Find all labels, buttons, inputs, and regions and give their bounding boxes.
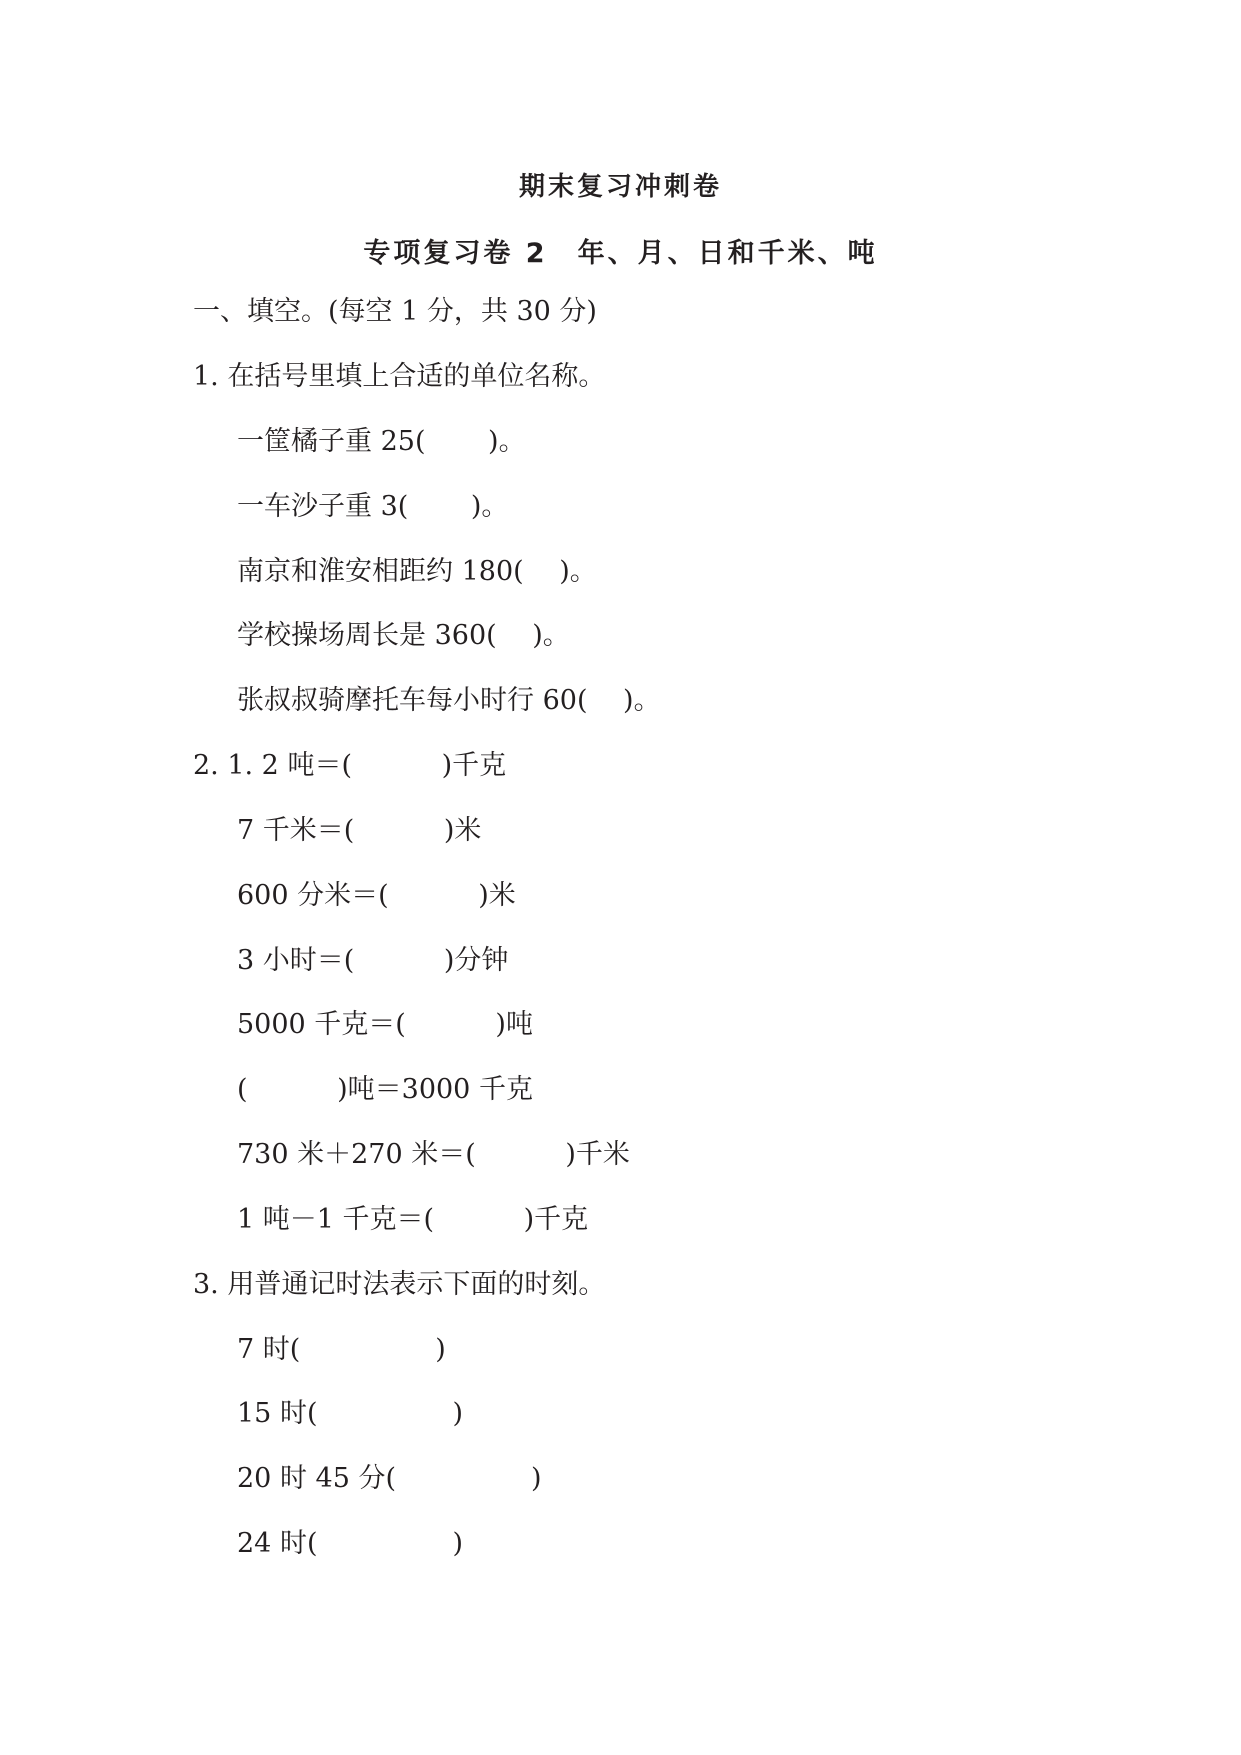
page-title: 期末复习冲刺卷 (518, 172, 722, 202)
question-1-prompt: 1. 在括号里填上合适的单位名称。 (193, 361, 606, 392)
q2-item: 600 分米＝( )米 (237, 880, 516, 911)
q1-item: 南京和淮安相距约 180( )。 (237, 556, 597, 587)
q1-item: 一筐橘子重 25( )。 (237, 426, 526, 457)
q2-item: 3 小时＝( )分钟 (237, 945, 509, 976)
q2-item: 5000 千克＝( )吨 (237, 1009, 533, 1040)
q1-item: 学校操场周长是 360( )。 (237, 620, 570, 651)
q3-item: 15 时( ) (237, 1398, 464, 1429)
page-subtitle: 专项复习卷 2 年、月、日和千米、吨 (363, 238, 878, 269)
q2-item: 730 米＋270 米＝( )千米 (237, 1139, 630, 1170)
q1-item: 一车沙子重 3( )。 (237, 491, 509, 522)
section-heading: 一、填空。(每空 1 分，共 30 分) (193, 296, 597, 327)
question-3-prompt: 3. 用普通记时法表示下面的时刻。 (193, 1269, 606, 1300)
q1-item: 张叔叔骑摩托车每小时行 60( )。 (237, 685, 661, 716)
q2-item: 1 吨－1 千克＝( )千克 (237, 1204, 589, 1235)
question-2-first: 2. 1. 2 吨＝( )千克 (193, 750, 507, 781)
q2-item: ( )吨＝3000 千克 (237, 1074, 533, 1105)
q2-item: 7 千米＝( )米 (237, 815, 482, 846)
q3-item: 24 时( ) (237, 1528, 464, 1559)
q3-item: 7 时( ) (237, 1334, 446, 1365)
q3-item: 20 时 45 分( ) (237, 1463, 542, 1494)
